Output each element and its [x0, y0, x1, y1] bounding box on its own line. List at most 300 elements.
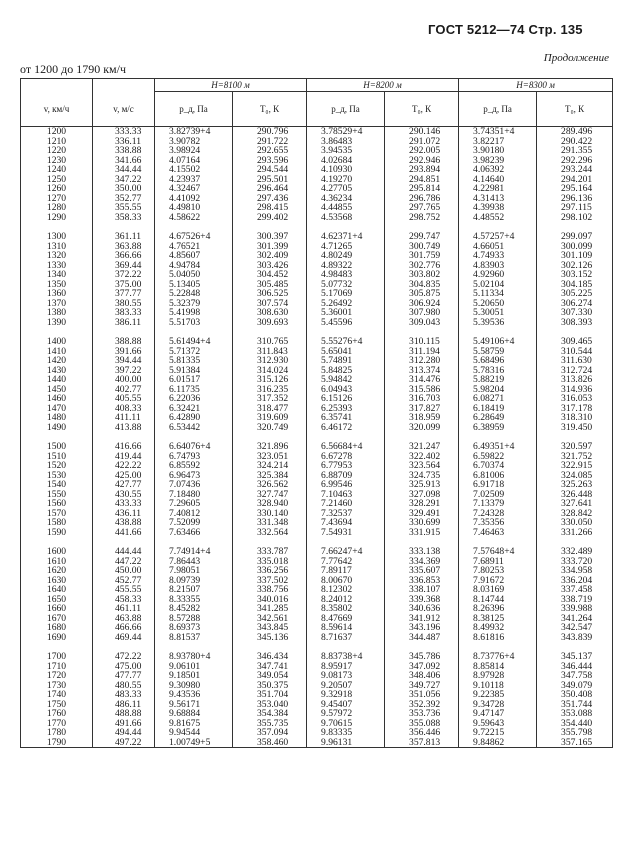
speed-kmh-cell: 1750	[21, 700, 93, 710]
table-row	[21, 356, 613, 366]
pressure-cell: 4.67526+4	[155, 232, 233, 242]
table-row	[21, 375, 613, 385]
temperature-cell: 307.980	[385, 308, 459, 318]
pressure-cell: 7.74914+4	[155, 547, 233, 557]
temperature-cell: 305.875	[385, 289, 459, 299]
pressure-cell: 8.00670	[307, 576, 385, 586]
temperature-cell: 343.845	[233, 623, 307, 633]
speed-ms-cell: 391.66	[93, 347, 155, 357]
pressure-cell: 9.56171	[155, 700, 233, 710]
table-row	[21, 308, 613, 318]
table-row	[21, 700, 613, 710]
speed-ms-cell: 436.11	[93, 509, 155, 519]
pressure-cell: 9.57972	[307, 709, 385, 719]
speed-kmh-cell: 1560	[21, 499, 93, 509]
pressure-cell: 4.92960	[459, 270, 537, 280]
temperature-cell: 299.747	[385, 232, 459, 242]
speed-ms-cell: 430.55	[93, 490, 155, 500]
pressure-cell: 4.36234	[307, 194, 385, 204]
temperature-cell: 350.408	[537, 690, 613, 700]
table-row	[21, 614, 613, 624]
table-row	[21, 690, 613, 700]
altitude-header-1: H=8100 м	[155, 79, 307, 92]
speed-ms-cell: 433.33	[93, 499, 155, 509]
pressure-cell: 7.63466	[155, 528, 233, 538]
pressure-cell: 7.07436	[155, 480, 233, 490]
speed-ms-cell: 372.22	[93, 270, 155, 280]
temperature-cell: 347.758	[537, 671, 613, 681]
pressure-cell: 4.71265	[307, 242, 385, 252]
temperature-cell: 299.097	[537, 232, 613, 242]
speed-ms-cell: 491.66	[93, 719, 155, 729]
temperature-cell: 322.915	[537, 461, 613, 471]
temperature-cell: 338.719	[537, 595, 613, 605]
table-row	[21, 232, 613, 242]
pressure-cell: 7.54931	[307, 528, 385, 538]
temperature-cell: 353.736	[385, 709, 459, 719]
speed-ms-cell: 422.22	[93, 461, 155, 471]
temperature-cell: 320.597	[537, 442, 613, 452]
pressure-cell: 5.32379	[155, 299, 233, 309]
pressure-cell: 6.22036	[155, 394, 233, 404]
pressure-cell: 6.91718	[459, 480, 537, 490]
temperature-cell: 340.016	[233, 595, 307, 605]
temperature-cell: 320.749	[233, 423, 307, 433]
pressure-cell: 6.32421	[155, 404, 233, 414]
speed-kmh-cell: 1450	[21, 385, 93, 395]
temperature-cell: 333.787	[233, 547, 307, 557]
pressure-cell: 8.12302	[307, 585, 385, 595]
table-row	[21, 423, 613, 433]
temperature-cell: 352.392	[385, 700, 459, 710]
temperature-cell: 297.765	[385, 203, 459, 213]
speed-kmh-cell: 1200	[21, 127, 93, 137]
pressure-cell: 8.73776+4	[459, 652, 537, 662]
table-row	[21, 738, 613, 748]
temperature-cell: 301.399	[233, 242, 307, 252]
pressure-cell: 6.67278	[307, 452, 385, 462]
speed-ms-cell: 486.11	[93, 700, 155, 710]
temperature-cell: 295.501	[233, 175, 307, 185]
temperature-cell: 355.088	[385, 719, 459, 729]
speed-kmh-cell: 1260	[21, 184, 93, 194]
speed-kmh-cell: 1410	[21, 347, 93, 357]
pressure-cell: 5.11334	[459, 289, 537, 299]
table-row	[21, 652, 613, 662]
table-row	[21, 280, 613, 290]
speed-ms-cell: 463.88	[93, 614, 155, 624]
pressure-cell: 4.23937	[155, 175, 233, 185]
temperature-cell: 346.444	[537, 662, 613, 672]
speed-ms-cell: 361.11	[93, 232, 155, 242]
pressure-cell: 9.81675	[155, 719, 233, 729]
temperature-cell: 319.450	[537, 423, 613, 433]
speed-ms-cell: 455.55	[93, 585, 155, 595]
speed-ms-cell: 377.77	[93, 289, 155, 299]
table-row	[21, 604, 613, 614]
speed-ms-cell: 413.88	[93, 423, 155, 433]
temperature-cell: 312.280	[385, 356, 459, 366]
temperature-cell: 354.440	[537, 719, 613, 729]
temperature-cell: 347.092	[385, 662, 459, 672]
atmosphere-table	[20, 78, 613, 748]
pressure-cell: 3.82217	[459, 137, 537, 147]
pressure-cell: 9.30980	[155, 681, 233, 691]
pressure-cell: 9.68884	[155, 709, 233, 719]
temperature-cell: 321.896	[233, 442, 307, 452]
pressure-cell: 9.59643	[459, 719, 537, 729]
column-header-pressure: p_д, Па	[307, 92, 385, 127]
temperature-cell: 296.464	[233, 184, 307, 194]
temperature-cell: 356.446	[385, 728, 459, 738]
speed-ms-cell: 375.00	[93, 280, 155, 290]
column-header-temperature: T₀, К	[385, 92, 459, 127]
temperature-cell: 343.196	[385, 623, 459, 633]
pressure-cell: 4.74933	[459, 251, 537, 261]
pressure-cell: 9.08173	[307, 671, 385, 681]
temperature-cell: 344.487	[385, 633, 459, 643]
pressure-cell: 5.55276+4	[307, 337, 385, 347]
speed-ms-cell: 475.00	[93, 662, 155, 672]
pressure-cell: 6.85592	[155, 461, 233, 471]
pressure-cell: 6.77953	[307, 461, 385, 471]
temperature-cell: 308.630	[233, 308, 307, 318]
pressure-cell: 4.39938	[459, 203, 537, 213]
pressure-cell: 7.98051	[155, 566, 233, 576]
pressure-cell: 5.41998	[155, 308, 233, 318]
temperature-cell: 336.204	[537, 576, 613, 586]
pressure-cell: 4.02684	[307, 156, 385, 166]
temperature-cell: 325.913	[385, 480, 459, 490]
table-row	[21, 184, 613, 194]
pressure-cell: 5.20650	[459, 299, 537, 309]
pressure-cell: 3.78529+4	[307, 127, 385, 137]
temperature-cell: 341.264	[537, 614, 613, 624]
pressure-cell: 9.72215	[459, 728, 537, 738]
pressure-cell: 8.03169	[459, 585, 537, 595]
column-header-temperature: T₀, К	[537, 92, 613, 127]
pressure-cell: 8.83738+4	[307, 652, 385, 662]
temperature-cell: 292.296	[537, 156, 613, 166]
pressure-cell: 7.43694	[307, 518, 385, 528]
temperature-cell: 302.409	[233, 251, 307, 261]
table-body	[21, 127, 613, 748]
temperature-cell: 296.136	[537, 194, 613, 204]
speed-ms-cell: 452.77	[93, 576, 155, 586]
temperature-cell: 300.749	[385, 242, 459, 252]
speed-kmh-cell: 1740	[21, 690, 93, 700]
temperature-cell: 325.384	[233, 471, 307, 481]
temperature-cell: 320.099	[385, 423, 459, 433]
speed-kmh-cell: 1570	[21, 509, 93, 519]
speed-ms-cell: 347.22	[93, 175, 155, 185]
temperature-cell: 294.201	[537, 175, 613, 185]
speed-kmh-cell: 1400	[21, 337, 93, 347]
pressure-cell: 7.52099	[155, 518, 233, 528]
temperature-cell: 357.813	[385, 738, 459, 748]
speed-ms-cell: 441.66	[93, 528, 155, 538]
temperature-cell: 316.235	[233, 385, 307, 395]
pressure-cell: 6.38959	[459, 423, 537, 433]
speed-ms-cell: 480.55	[93, 681, 155, 691]
pressure-cell: 3.82739+4	[155, 127, 233, 137]
speed-ms-cell: 358.33	[93, 213, 155, 223]
speed-ms-cell: 394.44	[93, 356, 155, 366]
altitude-header-3: H=8300 м	[459, 79, 613, 92]
temperature-cell: 342.547	[537, 623, 613, 633]
temperature-cell: 313.374	[385, 366, 459, 376]
group-spacer	[21, 432, 613, 442]
speed-kmh-cell: 1610	[21, 557, 93, 567]
temperature-cell: 314.476	[385, 375, 459, 385]
table-row	[21, 547, 613, 557]
page-header: ГОСТ 5212—74 Стр. 135	[428, 22, 583, 37]
pressure-cell: 4.66051	[459, 242, 537, 252]
speed-kmh-cell: 1490	[21, 423, 93, 433]
pressure-cell: 6.96473	[155, 471, 233, 481]
column-header-pressure: p_д, Па	[459, 92, 537, 127]
temperature-cell: 347.741	[233, 662, 307, 672]
pressure-cell: 4.94784	[155, 261, 233, 271]
temperature-cell: 300.099	[537, 242, 613, 252]
temperature-cell: 331.915	[385, 528, 459, 538]
temperature-cell: 323.051	[233, 452, 307, 462]
speed-kmh-cell: 1540	[21, 480, 93, 490]
temperature-cell: 301.759	[385, 251, 459, 261]
temperature-cell: 295.164	[537, 184, 613, 194]
pressure-cell: 9.47147	[459, 709, 537, 719]
pressure-cell: 8.26396	[459, 604, 537, 614]
temperature-cell: 311.194	[385, 347, 459, 357]
table-row	[21, 146, 613, 156]
speed-kmh-cell: 1370	[21, 299, 93, 309]
table-row	[21, 471, 613, 481]
pressure-cell: 5.94842	[307, 375, 385, 385]
speed-kmh-cell: 1460	[21, 394, 93, 404]
speed-kmh-cell: 1670	[21, 614, 93, 624]
table-row	[21, 413, 613, 423]
pressure-cell: 3.94535	[307, 146, 385, 156]
pressure-cell: 5.68496	[459, 356, 537, 366]
temperature-cell: 339.988	[537, 604, 613, 614]
speed-kmh-cell: 1350	[21, 280, 93, 290]
temperature-cell: 353.088	[537, 709, 613, 719]
temperature-cell: 299.402	[233, 213, 307, 223]
table-row	[21, 671, 613, 681]
speed-kmh-cell: 1230	[21, 156, 93, 166]
temperature-cell: 312.724	[537, 366, 613, 376]
temperature-cell: 309.465	[537, 337, 613, 347]
temperature-cell: 290.796	[233, 127, 307, 137]
speed-ms-cell: 400.00	[93, 375, 155, 385]
table-row	[21, 461, 613, 471]
pressure-cell: 8.45282	[155, 604, 233, 614]
pressure-cell: 6.11735	[155, 385, 233, 395]
pressure-cell: 6.88709	[307, 471, 385, 481]
group-spacer	[21, 537, 613, 547]
temperature-cell: 312.930	[233, 356, 307, 366]
pressure-cell: 8.81537	[155, 633, 233, 643]
temperature-cell: 321.247	[385, 442, 459, 452]
temperature-cell: 292.946	[385, 156, 459, 166]
temperature-cell: 324.735	[385, 471, 459, 481]
pressure-cell: 6.56684+4	[307, 442, 385, 452]
header-blank-ms	[93, 79, 155, 92]
pressure-cell: 9.10118	[459, 681, 537, 691]
temperature-cell: 293.244	[537, 165, 613, 175]
pressure-cell: 5.91384	[155, 366, 233, 376]
temperature-cell: 348.406	[385, 671, 459, 681]
speed-kmh-cell: 1220	[21, 146, 93, 156]
altitude-header-2: H=8200 м	[307, 79, 459, 92]
temperature-cell: 334.958	[537, 566, 613, 576]
pressure-cell: 8.97928	[459, 671, 537, 681]
pressure-cell: 5.26492	[307, 299, 385, 309]
pressure-cell: 5.02104	[459, 280, 537, 290]
header-blank-speed	[21, 79, 93, 92]
continued-label: Продолжение	[543, 52, 609, 64]
pressure-cell: 6.42890	[155, 413, 233, 423]
speed-ms-cell: 488.88	[93, 709, 155, 719]
pressure-cell: 7.46463	[459, 528, 537, 538]
pressure-cell: 5.36001	[307, 308, 385, 318]
pressure-cell: 5.30051	[459, 308, 537, 318]
temperature-cell: 294.851	[385, 175, 459, 185]
speed-ms-cell: 483.33	[93, 690, 155, 700]
temperature-cell: 349.727	[385, 681, 459, 691]
temperature-cell: 351.744	[537, 700, 613, 710]
speed-ms-cell: 461.11	[93, 604, 155, 614]
speed-kmh-cell: 1300	[21, 232, 93, 242]
pressure-cell: 4.22981	[459, 184, 537, 194]
pressure-cell: 4.10930	[307, 165, 385, 175]
temperature-cell: 300.397	[233, 232, 307, 242]
pressure-cell: 8.61816	[459, 633, 537, 643]
temperature-cell: 305.485	[233, 280, 307, 290]
column-header-speed-kmh: v, км/ч	[21, 92, 93, 127]
table-row	[21, 289, 613, 299]
pressure-cell: 7.40812	[155, 509, 233, 519]
pressure-cell: 9.32918	[307, 690, 385, 700]
speed-ms-cell: 350.00	[93, 184, 155, 194]
pressure-cell: 7.57648+4	[459, 547, 537, 557]
pressure-cell: 3.74351+4	[459, 127, 537, 137]
speed-kmh-cell: 1680	[21, 623, 93, 633]
temperature-cell: 340.636	[385, 604, 459, 614]
pressure-cell: 6.99546	[307, 480, 385, 490]
temperature-cell: 309.043	[385, 318, 459, 328]
pressure-cell: 7.77642	[307, 557, 385, 567]
table-row	[21, 213, 613, 223]
temperature-cell: 301.109	[537, 251, 613, 261]
speed-kmh-cell: 1340	[21, 270, 93, 280]
temperature-cell: 316.703	[385, 394, 459, 404]
temperature-cell: 336.853	[385, 576, 459, 586]
temperature-cell: 349.079	[537, 681, 613, 691]
temperature-cell: 354.384	[233, 709, 307, 719]
temperature-cell: 298.415	[233, 203, 307, 213]
range-title: от 1200 до 1790 км/ч	[20, 62, 126, 76]
pressure-cell: 6.04943	[307, 385, 385, 395]
temperature-cell: 323.564	[385, 461, 459, 471]
temperature-cell: 292.005	[385, 146, 459, 156]
pressure-cell: 8.59614	[307, 623, 385, 633]
speed-ms-cell: 336.11	[93, 137, 155, 147]
pressure-cell: 5.71372	[155, 347, 233, 357]
pressure-cell: 5.49106+4	[459, 337, 537, 347]
table-row	[21, 127, 613, 137]
pressure-cell: 3.86483	[307, 137, 385, 147]
speed-ms-cell: 447.22	[93, 557, 155, 567]
speed-kmh-cell: 1320	[21, 251, 93, 261]
temperature-cell: 337.502	[233, 576, 307, 586]
pressure-cell: 6.49351+4	[459, 442, 537, 452]
temperature-cell: 332.489	[537, 547, 613, 557]
table-row	[21, 509, 613, 519]
table-row	[21, 318, 613, 328]
table-row	[21, 299, 613, 309]
speed-kmh-cell: 1790	[21, 738, 93, 748]
pressure-cell: 8.21507	[155, 585, 233, 595]
speed-ms-cell: 363.88	[93, 242, 155, 252]
speed-kmh-cell: 1310	[21, 242, 93, 252]
temperature-cell: 306.924	[385, 299, 459, 309]
temperature-cell: 337.458	[537, 585, 613, 595]
pressure-cell: 5.17069	[307, 289, 385, 299]
pressure-cell: 6.64076+4	[155, 442, 233, 452]
speed-ms-cell: 444.44	[93, 547, 155, 557]
column-header-speed-ms: v, м/с	[93, 92, 155, 127]
temperature-cell: 351.704	[233, 690, 307, 700]
pressure-cell: 9.70615	[307, 719, 385, 729]
speed-kmh-cell: 1780	[21, 728, 93, 738]
pressure-cell: 7.18480	[155, 490, 233, 500]
pressure-cell: 4.83903	[459, 261, 537, 271]
temperature-cell: 334.369	[385, 557, 459, 567]
temperature-cell: 289.496	[537, 127, 613, 137]
pressure-cell: 9.94544	[155, 728, 233, 738]
pressure-cell: 7.24328	[459, 509, 537, 519]
temperature-cell: 315.126	[233, 375, 307, 385]
table-row	[21, 442, 613, 452]
pressure-cell: 6.70374	[459, 461, 537, 471]
temperature-cell: 290.422	[537, 137, 613, 147]
temperature-cell: 357.094	[233, 728, 307, 738]
pressure-cell: 8.33355	[155, 595, 233, 605]
column-header-temperature: T₀, К	[233, 92, 307, 127]
temperature-cell: 328.940	[233, 499, 307, 509]
temperature-cell: 345.137	[537, 652, 613, 662]
table-row	[21, 385, 613, 395]
temperature-cell: 306.274	[537, 299, 613, 309]
pressure-cell: 8.71637	[307, 633, 385, 643]
temperature-cell: 355.798	[537, 728, 613, 738]
speed-ms-cell: 419.44	[93, 452, 155, 462]
pressure-cell: 4.80249	[307, 251, 385, 261]
speed-kmh-cell: 1650	[21, 595, 93, 605]
temperature-cell: 298.102	[537, 213, 613, 223]
table-row	[21, 251, 613, 261]
temperature-cell: 349.054	[233, 671, 307, 681]
speed-ms-cell: 472.22	[93, 652, 155, 662]
temperature-cell: 345.786	[385, 652, 459, 662]
temperature-cell: 291.355	[537, 146, 613, 156]
table-row	[21, 203, 613, 213]
table-row	[21, 499, 613, 509]
pressure-cell: 4.85607	[155, 251, 233, 261]
speed-kmh-cell: 1520	[21, 461, 93, 471]
table-row	[21, 709, 613, 719]
